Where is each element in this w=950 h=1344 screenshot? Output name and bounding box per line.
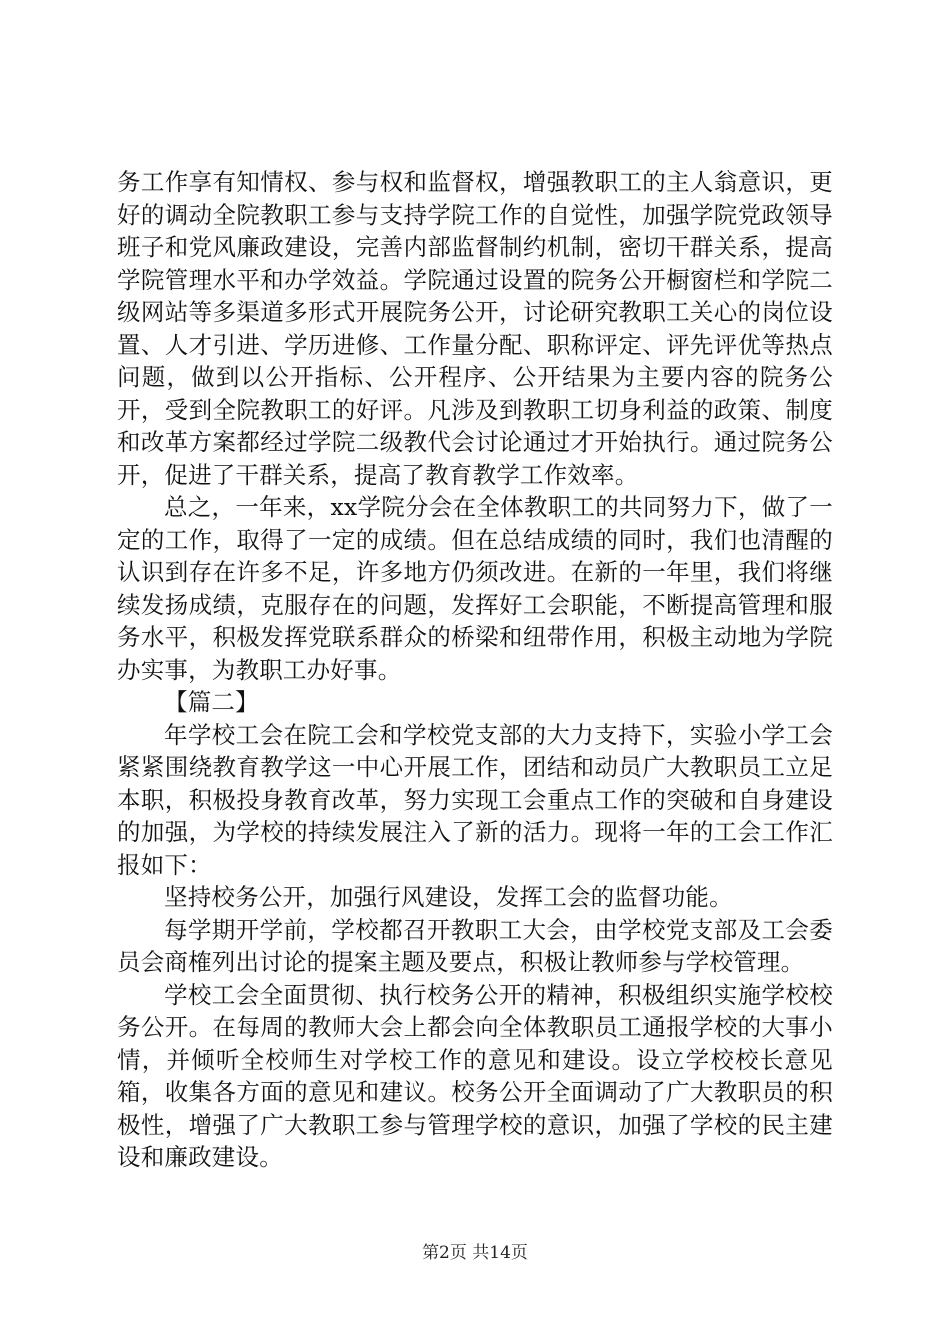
paragraph-6: 学校工会全面贯彻、执行校务公开的精神，积极组织实施学校校务公开。在每周的教师大会上都会向全体教职员工通报学校的大事小情，并倾听全校师生对学校工作的意见和建设。设立学校校长意见箱，收集各方面的意见和建议。校务公开全面调动了广大教职员的积极性，增强了广大教职工参与管理学校的意识，加强了学校的民主建设和廉政建设。 — [117, 980, 833, 1171]
paragraph-2: 总之，一年来，xx学院分会在全体教职工的共同努力下，做了一定的工作，取得了一定的成绩。但在总结成绩的同时，我们也清醒的认识到存在许多不足，许多地方仍须改进。在新的一年里，我们将继续发扬成绩，克服存在的问题，发挥好工会职能，不断提高管理和服务水平，积极发挥党联系群众的桥梁和纽带作用，积极主动地为学院办实事，为教职工办好事。 — [117, 493, 833, 684]
paragraph-1: 务工作享有知情权、参与权和监督权，增强教职工的主人翁意识，更好的调动全院教职工参与支持学院工作的自觉性，加强学院党政领导班子和党风廉政建设，完善内部监督制约机制，密切干群关系，提高学院管理水平和办学效益。学院通过设置的院务公开橱窗栏和学院二级网站等多渠道多形式开展院务公开，讨论研究教职工关心的岗位设置、人才引进、学历进修、工作量分配、职称评定、评先评优等热点问题，做到以公开指标、公开程序、公开结果为主要内容的院务公开，受到全院教职工的好评。凡涉及到教职工切身利益的政策、制度和改革方案都经过学院二级教代会讨论通过才开始执行。通过院务公开，促进了干群关系，提高了教育教学工作效率。 — [117, 168, 833, 489]
paragraph-5: 每学期开学前，学校都召开教职工大会，由学校党支部及工会委员会商榷列出讨论的提案主题及要点，积极让教师参与学校管理。 — [117, 915, 833, 976]
paragraph-4: 坚持校务公开，加强行风建设，发挥工会的监督功能。 — [164, 883, 733, 911]
page-number: 第2页 共14页 — [422, 1243, 528, 1263]
page-footer — [0, 1242, 950, 1264]
paragraph-3: 年学校工会在院工会和学校党支部的大力支持下，实验小学工会紧紧围绕教育教学这一中心开展工作，团结和动员广大教职员工立足本职，积极投身教育改革，努力实现工会重点工作的突破和自身建设的加强，为学校的持续发展注入了新的活力。现将一年的工会工作汇报如下： — [117, 720, 833, 879]
section-heading: 【篇二】 — [164, 688, 259, 716]
document-body — [117, 166, 833, 1174]
